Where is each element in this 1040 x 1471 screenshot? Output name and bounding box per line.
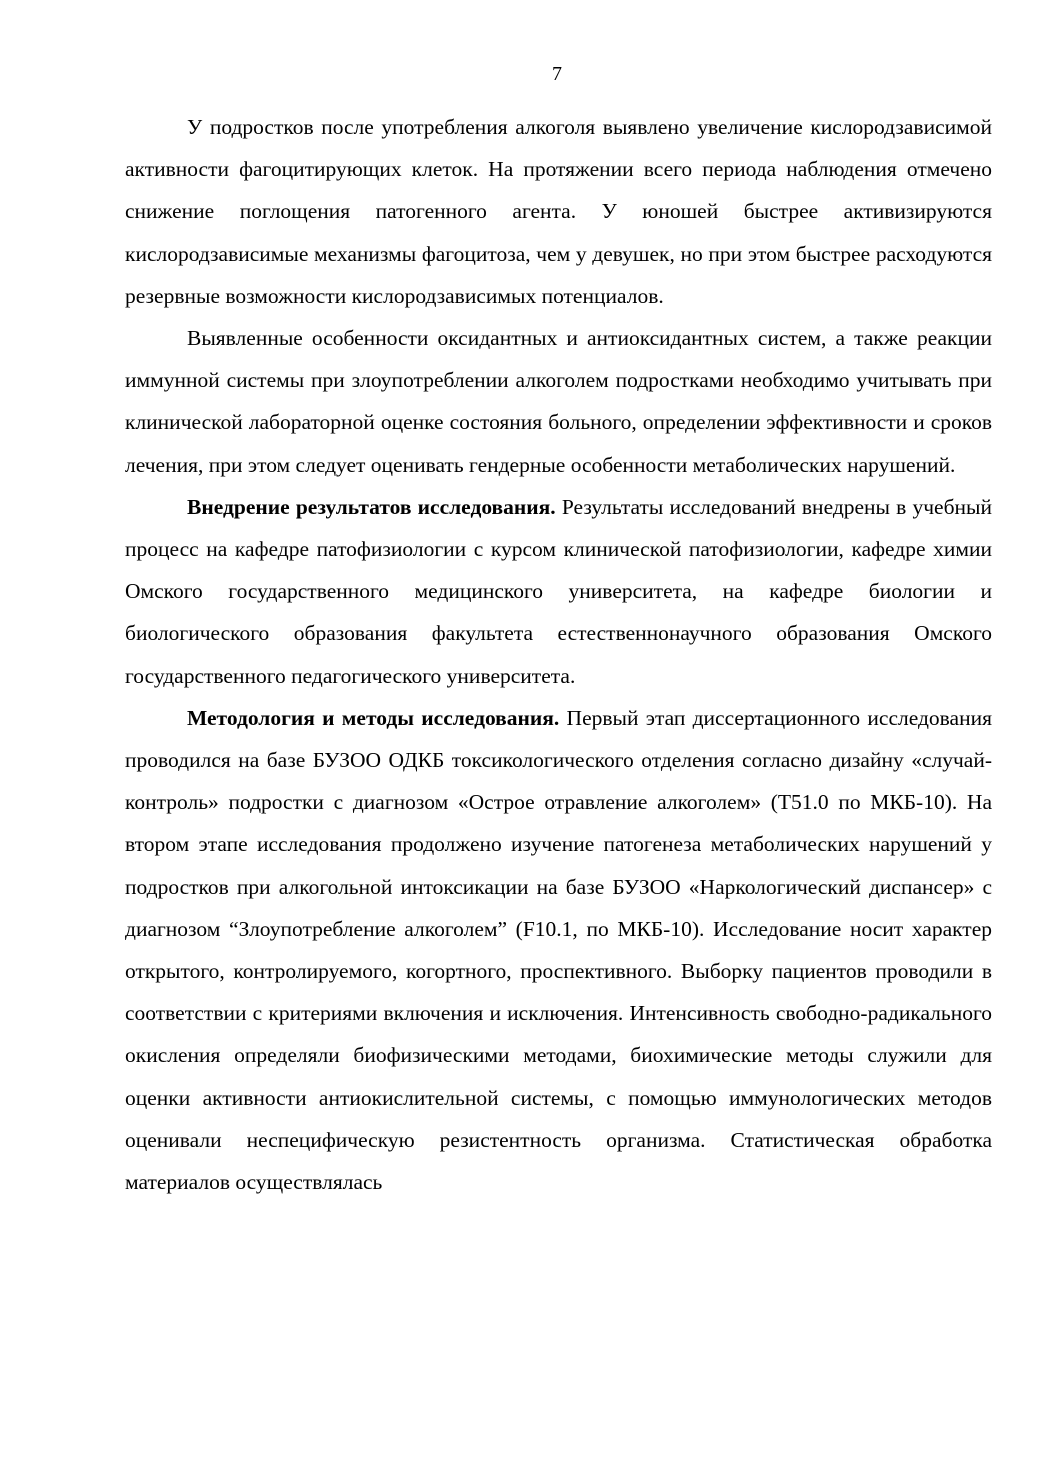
paragraph-text: Результаты исследований внедрены в учебный процесс на кафедре патофизиологии с курсом клинической патофизиологии, кафедре химии Омского государственного медицинского университета, на кафедре биологии и биологического образования факультета естественнонаучного образования Омского государственного педагогического университета. (125, 494, 992, 688)
text-body (125, 106, 992, 1203)
paragraph-implementation (125, 486, 992, 697)
paragraph-text: У подростков после употребления алкоголя выявлено увеличение кислородзависимой активности фагоцитирующих клеток. На протяжении всего периода наблюдения отмечено снижение поглощения патогенного агента. У юношей быстрее активизируются кислородзависимые механизмы фагоцитоза, чем у девушек, но при этом быстрее расходуются резервные возможности кислородзависимых потенциалов. (125, 115, 992, 308)
paragraph-phagocytosis-findings (125, 106, 992, 317)
paragraph-oxidant-systems (125, 317, 992, 486)
paragraph-methodology (125, 697, 992, 1203)
paragraph-heading: Внедрение результатов исследования. (187, 494, 556, 519)
paragraph-text: Первый этап диссертационного исследования проводился на базе БУЗОО ОДКБ токсикологического отделения согласно дизайну «случай-контроль» подростки с диагнозом «Острое отравление алкоголем» (Т51.0 по МКБ-10). На втором этапе исследования продолжено изучение патогенеза метаболических нарушений у подростков при алкогольной интоксикации на базе БУЗОО «Наркологический диспансер» с диагнозом “Злоупотребление алкоголем” (F10.1, по МКБ-10). Исследование носит характер открытого, контролируемого, когортного, проспективного. Выборку пациентов проводили в соответствии с критериями включения и исключения. Интенсивность свободно-радикального окисления определяли биофизическими методами, биохимические методы служили для оценки активности антиокислительной системы, с помощью иммунологических методов оценивали неспецифическую резистентность организма. Статистическая обработка материалов осуществлялась (125, 705, 992, 1195)
paragraph-heading: Методология и методы исследования. (187, 705, 560, 730)
paragraph-text: Выявленные особенности оксидантных и антиоксидантных систем, а также реакции иммунной системы при злоупотреблении алкоголем подростками необходимо учитывать при клинической лабораторной оценке состояния больного, определении эффективности и сроков лечения, при этом следует оценивать гендерные особенности метаболических нарушений. (125, 326, 992, 477)
page-number: 7 (552, 63, 562, 85)
